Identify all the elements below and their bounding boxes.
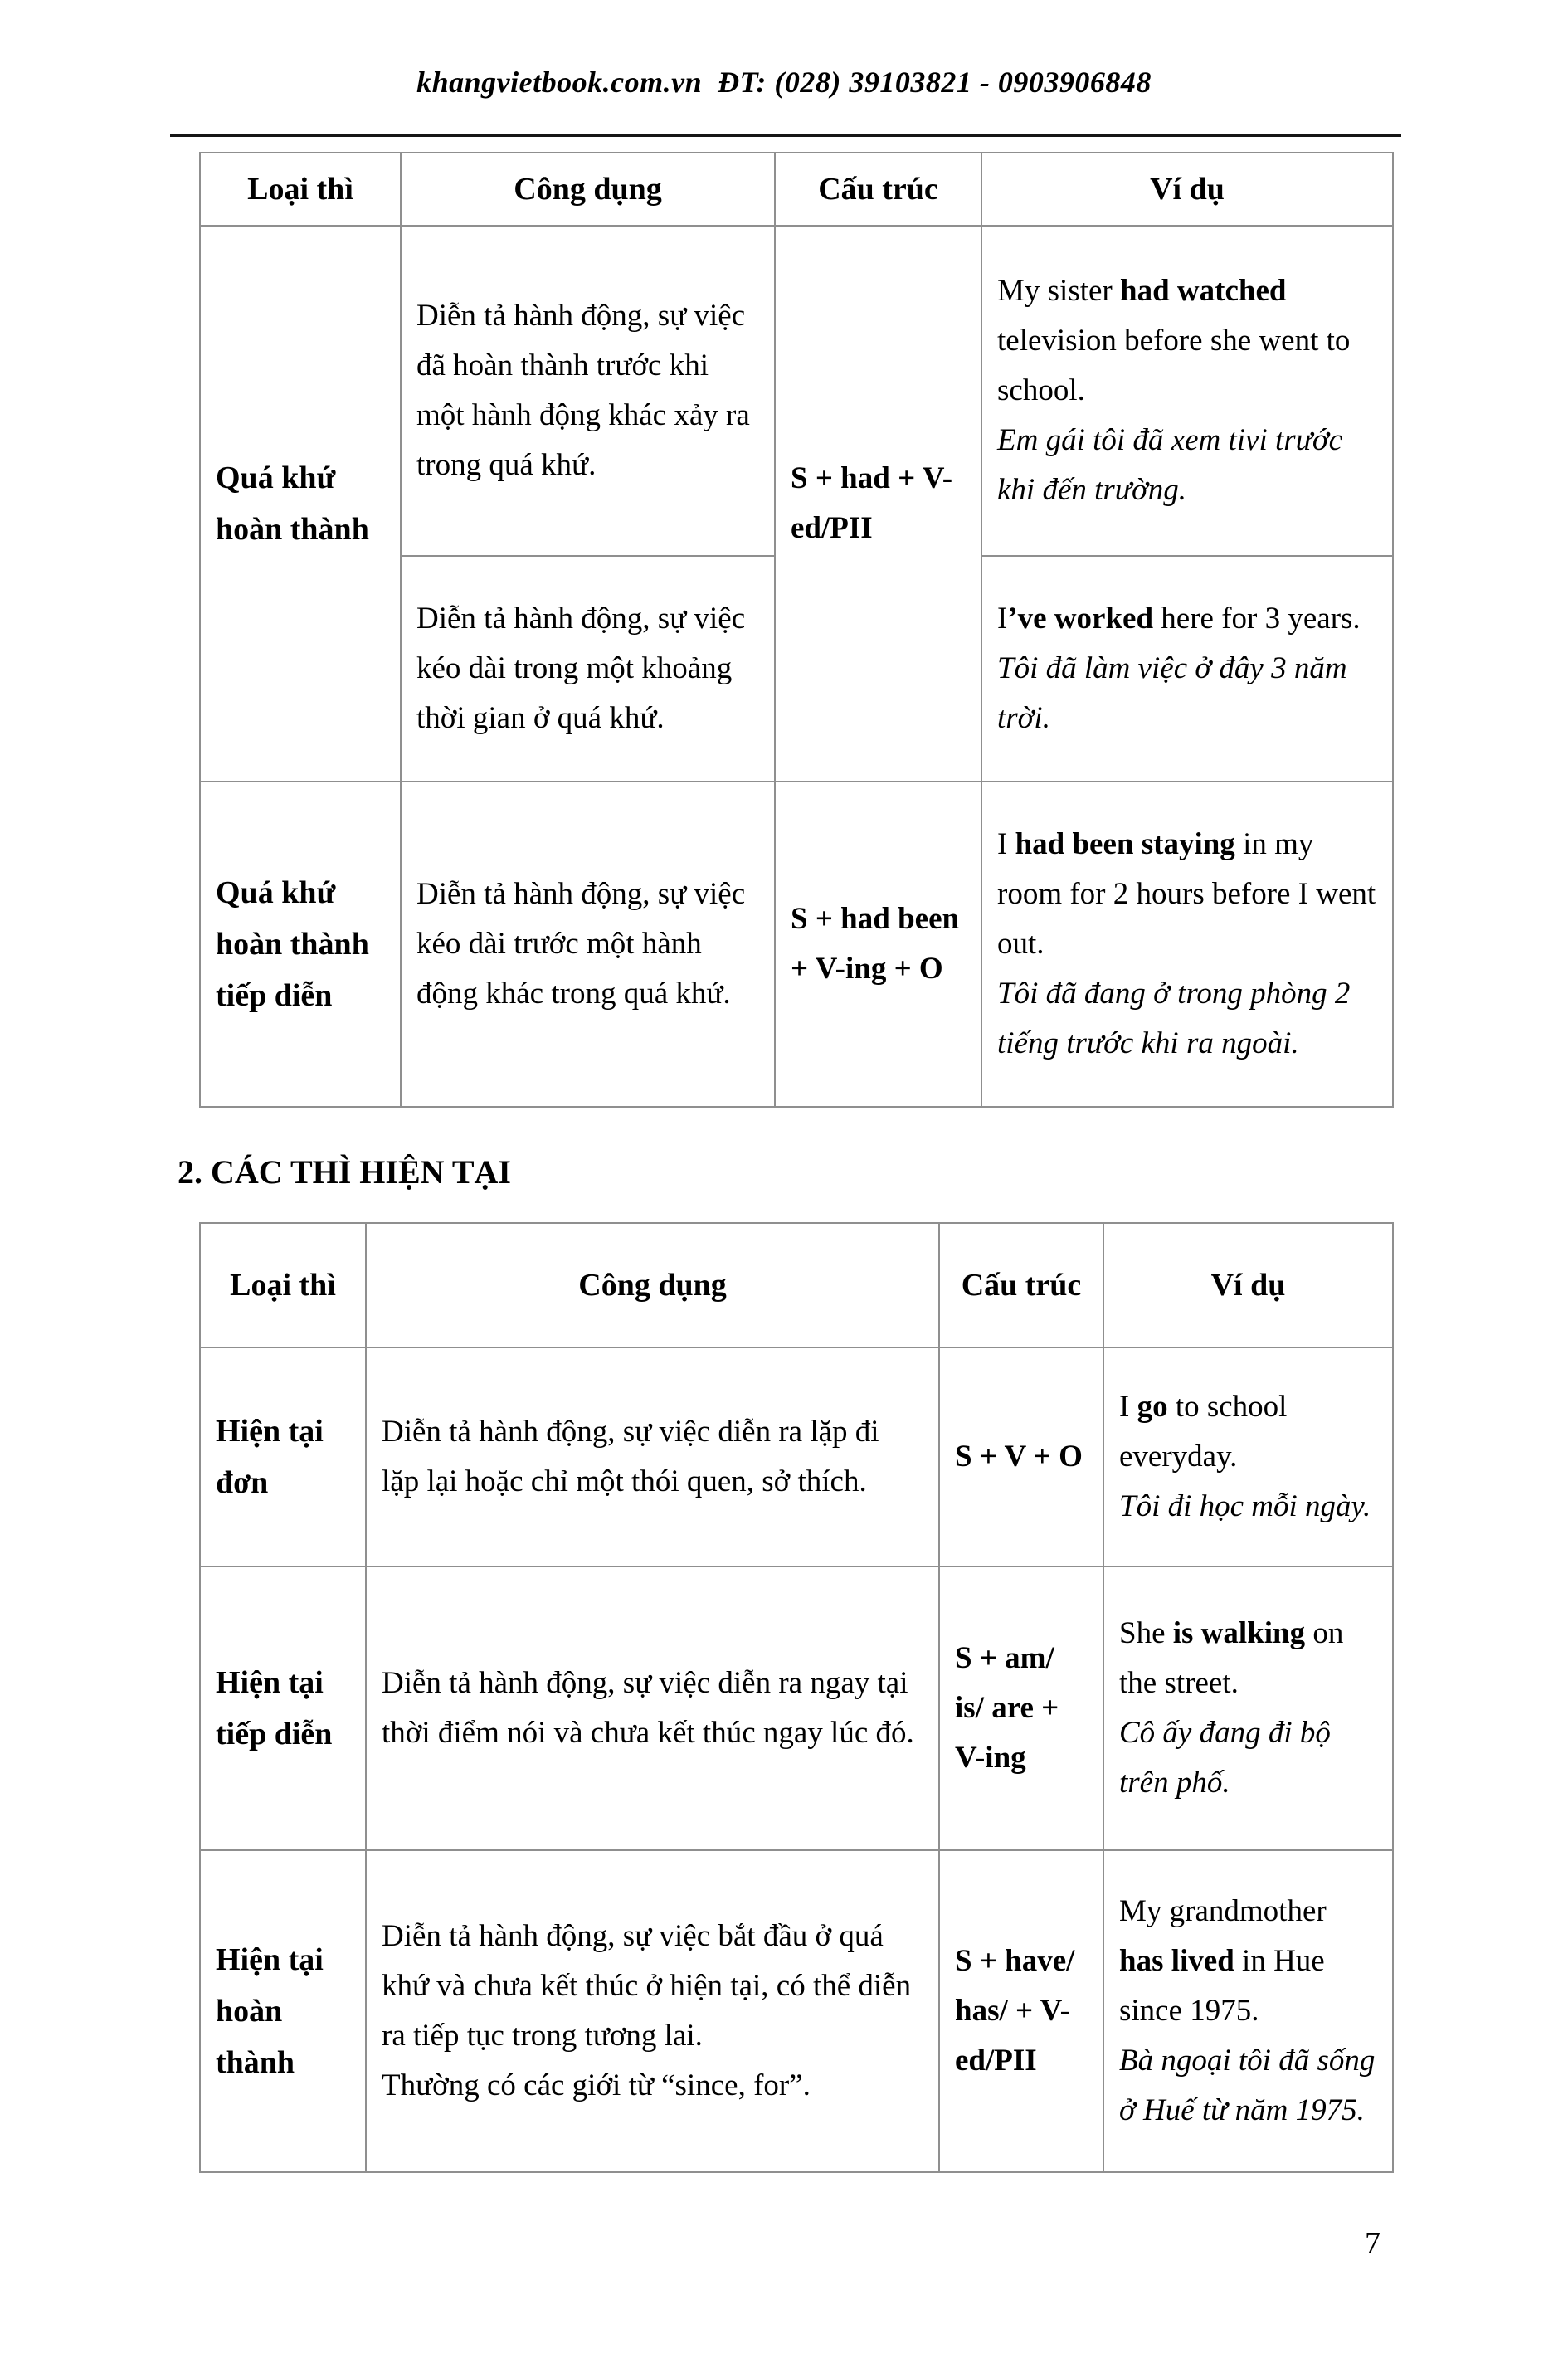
header-divider	[170, 134, 1401, 137]
italic-text: Tôi đã làm việc ở đây 3 năm trời.	[997, 651, 1347, 735]
table-row	[200, 1850, 1393, 2172]
structure-cell: S + am/ is/ are + V-ing	[939, 1566, 1103, 1850]
bold-text: had watched	[1120, 274, 1287, 308]
column-header-tense: Loại thì	[200, 1223, 366, 1347]
column-header-tense: Loại thì	[200, 153, 401, 226]
paragraph	[416, 291, 759, 490]
paragraph	[997, 594, 1377, 644]
italic-text: Em gái tôi đã xem tivi trước khi đến trường.	[997, 423, 1343, 507]
italic-text: Tôi đi học mỗi ngày.	[1119, 1489, 1371, 1523]
example-cell	[981, 226, 1393, 556]
bold-text: has lived	[1119, 1944, 1234, 1978]
paragraph	[416, 594, 759, 743]
structure-cell: S + had + V-ed/PII	[775, 226, 981, 782]
usage-cell	[366, 1850, 939, 2172]
section-heading: 2. CÁC THÌ HIỆN TẠI	[178, 1153, 511, 1191]
paragraph	[416, 870, 759, 1019]
text: Thường có các giới từ “since, for”.	[382, 2068, 811, 2102]
tense-name-cell: Hiện tại tiếp diễn	[200, 1566, 366, 1850]
paragraph	[1119, 1482, 1377, 1532]
usage-cell	[401, 226, 775, 556]
structure-cell: S + V + O	[939, 1347, 1103, 1566]
text: in Hue since 1975.	[1119, 1944, 1325, 2028]
paragraph	[382, 1659, 923, 1758]
usage-cell	[366, 1347, 939, 1566]
paragraph	[1119, 1708, 1377, 1808]
paragraph	[1119, 1382, 1377, 1482]
usage-cell	[401, 782, 775, 1107]
past-tenses-table	[199, 152, 1394, 1108]
table-header-row	[200, 153, 1393, 226]
usage-cell	[366, 1566, 939, 1850]
structure-cell: S + have/ has/ + V-ed/PII	[939, 1850, 1103, 2172]
text: She	[1119, 1616, 1173, 1650]
usage-cell	[401, 556, 775, 782]
column-header-example: Ví dụ	[981, 153, 1393, 226]
paragraph	[997, 416, 1377, 515]
table-header-row	[200, 1223, 1393, 1347]
example-cell	[1103, 1566, 1393, 1850]
paragraph	[997, 820, 1377, 969]
column-header-example: Ví dụ	[1103, 1223, 1393, 1347]
italic-text: Tôi đã đang ở trong phòng 2 tiếng trước khi ra ngoài.	[997, 977, 1351, 1060]
text: on the street.	[1119, 1616, 1344, 1700]
paragraph	[1119, 1887, 1377, 2036]
paragraph	[382, 1407, 923, 1507]
page-header: khangvietbook.com.vn ĐT: (028) 39103821 - 0903906848	[416, 66, 1152, 99]
paragraph	[382, 1912, 923, 2061]
example-cell	[981, 782, 1393, 1107]
text: television before she went to school.	[997, 324, 1351, 407]
italic-text: Bà ngoại tôi đã sống ở Huế từ năm 1975.	[1119, 2044, 1376, 2127]
structure-cell: S + had been + V-ing + O	[775, 782, 981, 1107]
page-number: 7	[1365, 2226, 1381, 2261]
tense-name-cell: Hiện tại hoàn thành	[200, 1850, 366, 2172]
bold-text: is walking	[1172, 1616, 1306, 1650]
tense-name-cell: Quá khứ hoàn thành tiếp diễn	[200, 782, 401, 1107]
paragraph	[382, 2061, 923, 2111]
paragraph	[997, 266, 1377, 416]
table-row	[200, 1566, 1393, 1850]
text: in my room for 2 hours before I went out.	[997, 827, 1376, 961]
paragraph	[997, 969, 1377, 1069]
paragraph	[1119, 2036, 1377, 2136]
text: Diễn tả hành động, sự việc diễn ra ngay tại thời điểm nói và chưa kết thúc ngay lúc đó.	[382, 1666, 914, 1750]
paragraph	[1119, 1609, 1377, 1708]
italic-text: Cô ấy đang đi bộ trên phố.	[1119, 1716, 1331, 1800]
example-cell	[1103, 1347, 1393, 1566]
text: I	[997, 602, 1008, 636]
text: Diễn tả hành động, sự việc kéo dài trong một khoảng thời gian ở quá khứ.	[416, 602, 746, 735]
bold-text: had been staying	[1015, 827, 1235, 861]
table-row	[200, 1347, 1393, 1566]
paragraph	[997, 644, 1377, 743]
present-tenses-table	[199, 1222, 1394, 2173]
example-cell	[1103, 1850, 1393, 2172]
column-header-usage: Công dụng	[401, 153, 775, 226]
text: Diễn tả hành động, sự việc bắt đầu ở quá khứ và chưa kết thúc ở hiện tại, có thể diễn ra tiếp tục trong tương lai.	[382, 1919, 912, 2053]
tense-name-cell: Quá khứ hoàn thành	[200, 226, 401, 782]
text: My sister	[997, 274, 1120, 308]
text: here for 3 years.	[1153, 602, 1361, 636]
text: Diễn tả hành động, sự việc diễn ra lặp đi lặp lại hoặc chỉ một thói quen, sở thích.	[382, 1415, 879, 1498]
text: I	[997, 827, 1015, 861]
table-row	[200, 226, 1393, 556]
text: My grandmother	[1119, 1894, 1327, 1928]
text: Diễn tả hành động, sự việc kéo dài trước một hành động khác trong quá khứ.	[416, 877, 746, 1011]
text: I	[1119, 1390, 1137, 1424]
column-header-structure: Cấu trúc	[775, 153, 981, 226]
tense-name-cell: Hiện tại đơn	[200, 1347, 366, 1566]
column-header-usage: Công dụng	[366, 1223, 939, 1347]
table-row	[200, 782, 1393, 1107]
column-header-structure: Cấu trúc	[939, 1223, 1103, 1347]
text: Diễn tả hành động, sự việc đã hoàn thành trước khi một hành động khác xảy ra trong quá khứ.	[416, 299, 750, 482]
bold-text: go	[1137, 1390, 1168, 1424]
example-cell	[981, 556, 1393, 782]
bold-text: ’ve worked	[1007, 602, 1154, 636]
page-content	[178, 152, 1392, 2173]
text: to school everyday.	[1119, 1390, 1288, 1474]
